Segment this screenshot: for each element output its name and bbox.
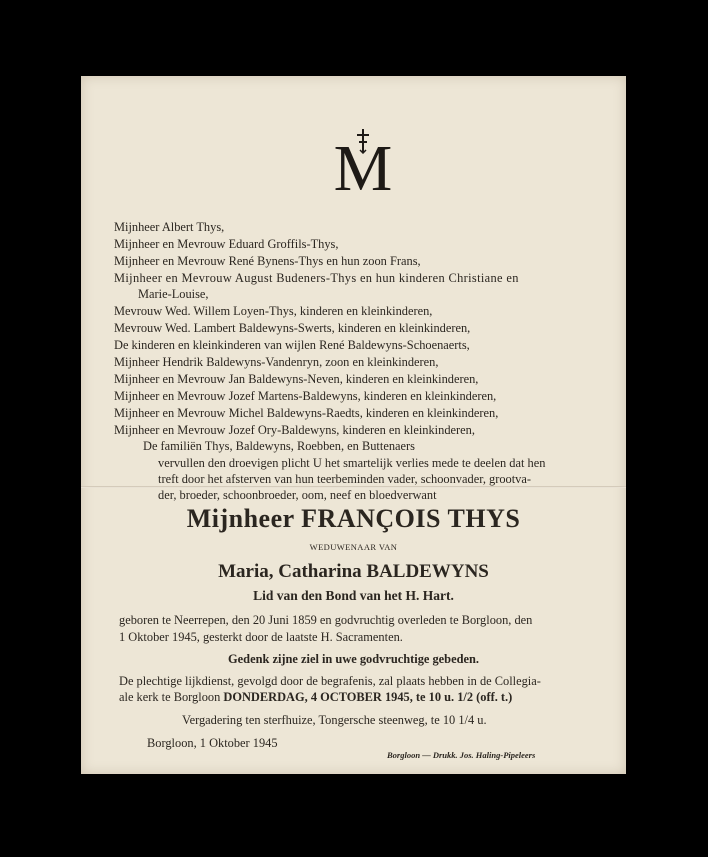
- family-line: Mijnheer en Mevrouw Jan Baldewyns-Neven, kinderen en kleinkinderen,: [114, 372, 479, 386]
- birth-death-line: 1 Oktober 1945, gesterkt door de laatste H. Sacramenten.: [119, 630, 403, 644]
- announcement-line: der, broeder, schoonbroeder, oom, neef en bloedverwant: [158, 488, 437, 502]
- family-line: Mijnheer en Mevrouw August Budeners-Thys en hun kinderen Christiane en: [114, 271, 519, 285]
- funeral-line: [119, 690, 512, 705]
- funeral-date: DONDERDAG, 4 OCTOBER 1945, te 10 u. 1/2 (off. t.): [223, 690, 513, 704]
- families-line: De familiën Thys, Baldewyns, Roebben, en Buttenaers: [143, 439, 415, 453]
- family-line: Mevrouw Wed. Willem Loyen-Thys, kinderen en kleinkinderen,: [114, 304, 433, 318]
- membership: Lid van den Bond van het H. Hart.: [253, 588, 454, 603]
- funeral-line: De plechtige lijkdienst, gevolgd door de begrafenis, zal plaats hebben in de Collegia-: [119, 674, 541, 688]
- deceased-name: Mijnheer FRANÇOIS THYS: [186, 504, 521, 533]
- printer-credit: Borgloon — Drukk. Jos. Haling-Pipeleers: [387, 750, 536, 760]
- memorial-card: [81, 76, 626, 774]
- funeral-text: ale kerk te Borgloon: [119, 690, 224, 704]
- family-line: Mijnheer en Mevrouw René Bynens-Thys en hun zoon Frans,: [114, 254, 421, 268]
- announcement-line: treft door het afsterven van hun teerbeminden vader, schoonvader, grootva-: [158, 472, 531, 486]
- family-line: Mijnheer en Mevrouw Michel Baldewyns-Raedts, kinderen en kleinkinderen,: [114, 406, 499, 420]
- family-line: Mijnheer en Mevrouw Eduard Groffils-Thys,: [114, 237, 339, 251]
- widower-label: WEDUWENAAR VAN: [309, 542, 398, 552]
- family-line: Mijnheer Hendrik Baldewyns-Vandenryn, zoon en kleinkinderen,: [114, 355, 439, 369]
- family-line: Mijnheer Albert Thys,: [114, 220, 225, 234]
- announcement-line: vervullen den droevigen plicht U het smartelijk verlies mede te deelen dat hen: [158, 456, 546, 470]
- family-line: Mijnheer en Mevrouw Jozef Martens-Baldewyns, kinderen en kleinkinderen,: [114, 389, 497, 403]
- gathering-line: Vergadering ten sterfhuize, Tongersche steenweg, te 10 1/4 u.: [182, 713, 487, 727]
- family-line: De kinderen en kleinkinderen van wijlen René Baldewyns-Schoenaerts,: [114, 338, 470, 352]
- monogram-letter: M: [333, 132, 393, 205]
- place-date: Borgloon, 1 Oktober 1945: [147, 736, 278, 750]
- family-line: Marie-Louise,: [138, 287, 209, 301]
- family-line: Mijnheer en Mevrouw Jozef Ory-Baldewyns, kinderen en kleinkinderen,: [114, 423, 475, 437]
- monogram: [328, 126, 398, 205]
- spouse-name: Maria, Catharina BALDEWYNS: [218, 561, 489, 582]
- family-line: Mevrouw Wed. Lambert Baldewyns-Swerts, kinderen en kleinkinderen,: [114, 321, 471, 335]
- birth-death-line: geboren te Neerrepen, den 20 Juni 1859 en godvruchtig overleden te Borgloon, den: [119, 613, 533, 627]
- prayer-line: Gedenk zijne ziel in uwe godvruchtige gebeden.: [228, 652, 479, 666]
